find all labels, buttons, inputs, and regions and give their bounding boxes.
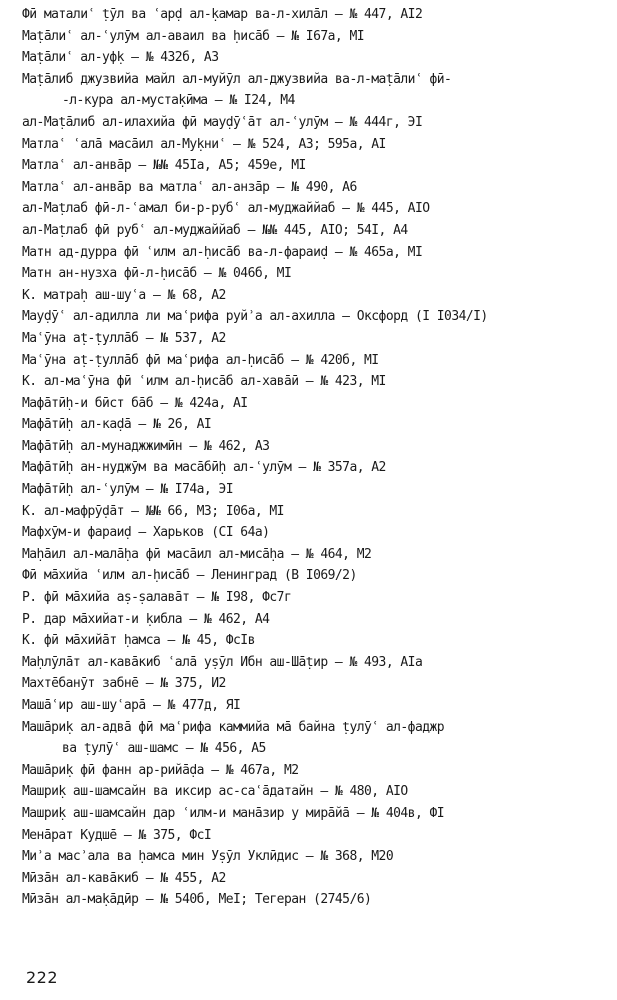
index-entry: Матлаʿ ал-анвāр – №№ 45Iа, A5; 459е, MI	[22, 158, 306, 174]
index-entry: ал-Маṭāлиб ал-илахийа фӣ мауḍӯʿāт ал-ʿулӯм – № 444г, ЭI	[22, 114, 423, 130]
index-entry-continuation: -л-кура ал-мустаḳӣма – № I24, M4	[62, 93, 295, 109]
index-entry: Мафāтӣḥ ан-нуджӯм ва масāбӣḥ ал-ʿулӯм – № 357а, A2	[22, 460, 386, 476]
index-entry: Машриḳ аш-шамсайн ва иксир ас-саʿāдатайн – № 480, AIO	[22, 784, 408, 800]
index-entry: К. фӣ мāхийāт ḥамса – № 45, ФсIв	[22, 633, 255, 649]
index-entry: К. ал-мафрӯḍāт – №№ 66, M3; I06а, MI	[22, 503, 284, 519]
index-entry: Маṭāлиб джузвийа майл ал-муйӯл ал-джузвийа ва-л-маṭāлиʿ фӣ-	[22, 71, 452, 87]
index-entry: Фӣ маталиʿ ṭӯл ва ʿарḍ ал-ḳамар ва-л-хилāл – № 447, AI2	[22, 7, 423, 22]
index-entry: Маʿӯна аṭ-ṭуллāб – № 537, A2	[22, 330, 226, 346]
index-entry: Машриḳ аш-шамсайн дар ʿилм-и манāзир у мирāйā – № 404в, ФI	[22, 805, 445, 821]
index-entry: Фӣ мāхийа ʿилм ал-ḥисāб – Ленинград (B I069/2)	[22, 568, 357, 584]
index-entry: ал-Маṭлаб фӣ-л-ʿамал би-р-рубʿ ал-муджаййаб – № 445, AIO	[22, 201, 430, 217]
index-entry: Мафāтӣḥ ал-ʿулӯм – № I74а, ЭI	[22, 482, 234, 498]
index-entry: Мӣзāн ал-кавāкиб – № 455, A2	[22, 870, 226, 886]
index-entry: Миʾа масʾала ва ḥамса мин Уṣӯл Уклӣдис – № 368, M20	[22, 849, 394, 865]
index-entry: Маṭāлиʿ ал-уфḳ – № 432б, A3	[22, 50, 219, 66]
index-entry: Менāрат Кудшē – № 375, ФсI	[22, 827, 212, 843]
index-entry: ал-Маṭлаб фӣ рубʿ ал-муджаййаб – №№ 445, AIO; 54I, A4	[22, 222, 408, 238]
index-entry: Маḥлӯлāт ал-кавāкиб ʿалā уṣӯл Ибн аш-Шāṭир – № 493, AIа	[22, 654, 423, 670]
index-entry: Матн ад-дурра фӣ ʿилм ал-ḥисāб ва-л-фараиḍ – № 465а, MI	[22, 244, 423, 260]
index-entry: К. ал-маʿӯна фӣ ʿилм ал-ḥисāб ал-хавāӣ – № 423, MI	[22, 374, 386, 390]
index-entry: Мафāтӣḥ-и бӣст бāб – № 424а, AI	[22, 395, 248, 411]
index-entry: Маʿӯна аṭ-ṭуллāб фӣ маʿрифа ал-ḥисāб – № 420б, MI	[22, 352, 379, 368]
index-entry: Р. дар мāхийат-и ḳибла – № 462, A4	[22, 611, 270, 627]
index-entry: Мафāтӣḥ ал-мунаджжимӣн – № 462, A3	[22, 438, 270, 454]
index-entry: Мауḍӯʿ ал-адилла ли маʿрифа руйʾа ал-ахилла – Оксфорд (I I034/I)	[22, 309, 488, 325]
index-entry: Машāриḳ фӣ фанн ар-рийāḍа – № 467а, M2	[22, 762, 299, 778]
index-entry: Мӣзāн ал-маḳāдӣр – № 540б, MeI; Тегеран (2745/6)	[22, 892, 372, 908]
index-entry: Машāриḳ ал-адвā фӣ маʿрифа каммийа мā байна ṭулӯʿ ал-фаджр	[22, 719, 445, 735]
index-entry: Мафхӯм-и фараиḍ – Харьков (CI 64а)	[22, 525, 270, 541]
index-entry: Мафāтӣḥ ал-каḍā – № 26, AI	[22, 417, 212, 433]
index-entry-continuation: ва ṭулӯʿ аш-шамс – № 456, A5	[62, 741, 266, 757]
index-entry: Махтēбанӯт забнē – № 375, И2	[22, 676, 226, 692]
index-entry: Матлаʿ ал-анвāр ва матлаʿ ал-анзāр – № 490, A6	[22, 179, 357, 195]
index-entry: Р. фӣ мāхийа аṣ-ṣалавāт – № I98, Фс7г	[22, 590, 292, 606]
index-entries	[22, 4, 612, 911]
index-entry: Маḥāил ал-малāḥа фӣ масāил ал-мисāḥа – № 464, M2	[22, 546, 372, 562]
index-entry: Машāʿир аш-шуʿарā – № 477д, ЯI	[22, 698, 241, 713]
index-entry: Матлаʿ ʿалā масāил ал-Муḳниʿ – № 524, A3; 595а, AI	[22, 136, 386, 152]
index-entry: Маṭāлиʿ ал-ʿулӯм ал-аваил ва ḥисāб – № I67а, MI	[22, 28, 365, 44]
index-entry: Матн ан-нузха фӣ-л-ḥисāб – № 046б, MI	[22, 266, 292, 282]
index-entry: К. матраḥ аш-шуʿа – № 68, A2	[22, 287, 226, 303]
page-number: 222	[26, 968, 59, 987]
